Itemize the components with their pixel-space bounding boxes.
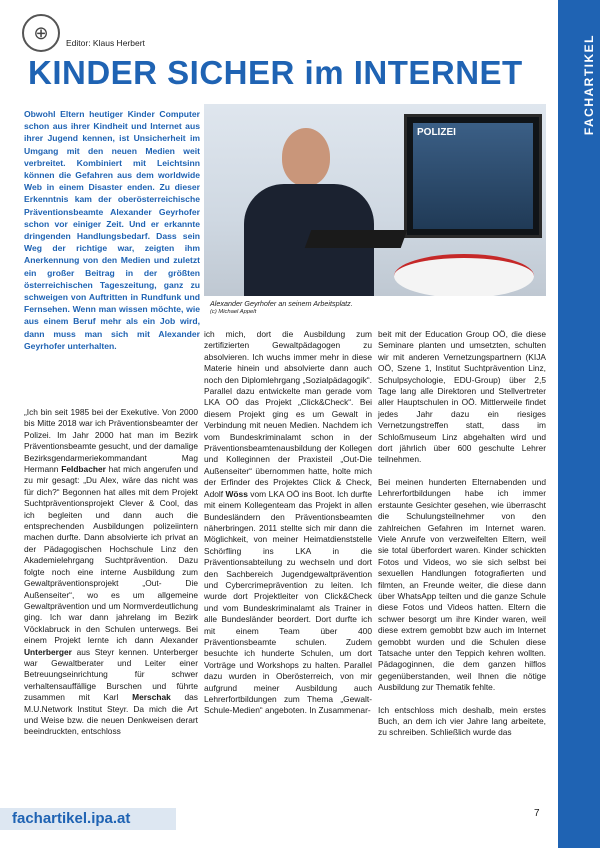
paragraph [24,407,198,738]
paragraph: beit mit der Education Group OÖ, die diese Seminare planten und umsetzten, schulten wir mit anderen Vernetzungspartnern (KIJA OÖ, Szene 1, Institut Suchtprävention Linz, Schulpsychologie, EDU-Group) über 2,5 Tage lang alle Direktoren und Stellvertreter aller Hauptschulen in OÖ. Mittlerweile findet jedes Jahr dazu ein riesiges Vernetzungstreffen statt, dass im Schloßmuseum Linz abgehalten wird und dort jährlich über 600 geschulte Lehrer teilnehmen. [378,329,546,465]
text-run: ich mich, dort die Ausbildung zum zertifizierten Gewaltpädagogen zu absolvieren. Ich wuchs immer mehr in diese Materie hinein und absolvierte dann auch noch den Diplomlehrgang „Sozialpädagogik“. Parallel dazu entwickelte man gerade vom LKA OÖ das Projekt „Click&Check“. Bei diesem Projekt ging es um Gewalt in Verbindung mit neuen Medien. Nachdem ich vom Bundeskriminalamt schon in der Präventionsbeamtenausbildung der Kollegen und Kolleginnen der Praxisteil „Out-Die Außenseiter“ übernommen hatte, holte mich der Erfinder des Projektes Click & Check, Adolf [204,329,372,499]
side-band [558,0,600,848]
police-cap-image [394,254,534,296]
text-run: aus Steyr kennen. Unterberger war Gewaltberater und Leiter einer Betreuungseinrichtung für schwer verhaltensauffällige Burschen und führte zusammen mit Karl [24,646,198,703]
article-title: KINDER SICHER im INTERNET [28,54,523,91]
article-photo [204,104,546,296]
name-bold: Unterberger [24,646,72,657]
name-bold: Merschak [132,692,171,703]
name-bold: Feldbacher [61,464,106,475]
name-bold: Wöss [225,488,248,499]
text-run: das M.U.Network Institut Steyr. Da mich die Art und Weise bzw. die neuen Denkweisen derart beeindruckten, entschloss [24,692,198,737]
monitor-screen-text: POLIZEI [413,123,533,229]
caption-text: Alexander Geyrhofer an seinem Arbeitsplatz. [210,299,353,308]
section-label: FACHARTIKEL [582,34,596,136]
photo-caption [210,299,353,317]
footer-url-link[interactable]: fachartikel.ipa.at [12,810,131,827]
officer-figure [244,124,374,296]
body-column-2 [204,329,372,728]
lead-paragraph: Obwohl Eltern heutiger Kinder Computer schon aus ihrer Kindheit und Internet aus ihrer Jugend kennen, ist Unsicherheit im Umgang mit den neuen Medien weit verbreitet. Kombiniert mit Leichtsinn können die Gefahren aus dem worldwide Web in einem Disaster enden. Zu dieser Erkenntnis kam der oberösterreichische Präventionsbeamte Alexander Geyrhofer schon vor einiger Zeit. Und er erkannte dringenden Handlungsbedarf. Dass sein Weg der richtige war, zeigten ihm Anerkennung von den Medien und zuletzt ein großer Beitrag in der größten österreichischen Tageszeitung, ganz zu schweigen von Auftritten in Rundfunk und Fernsehen. Wenn man wissen möchte, wie aus einem Beruf mehr als ein Job wird, dann muss man sich mit Alexander Geyrhofer unterhalten. [24,109,200,351]
text-run: „Ich bin seit 1985 bei der Exekutive. Von 2000 bis Mitte 2018 war ich Präventionsbeamter der Polizei. Im Jahr 2000 hat man im Bezirk Präventionsbeamte gesucht, und der damalige Bezirksgendarmeriekommandant Mag Hermann [24,407,198,475]
monitor-image [404,114,542,238]
keyboard-image [305,230,408,248]
body-column-1 [24,407,198,749]
body-column-3 [378,329,546,750]
page-number: 7 [534,808,540,819]
paragraph: Ich entschloss mich deshalb, mein erstes Buch, an dem ich vier Jahre lang arbeitete, zu schreiben. Schließlich wurde das [378,704,546,738]
paragraph: Bei meinen hunderten Elternabenden und Lehrerfortbildungen habe ich immer erstaunte Gesichter gesehen, wie überrascht die Schulungsteilnehmer von den zahlreichen Gefahren im Internet waren. Viele Anrufe von verzweifelten Eltern, weil sie total überfordert waren. Kinder schickten Fotos und Videos, wo sie sich selbst bei sexuellen Handlungen fotografierten und filmten, an Freunde weiter, die diese dann über WhatsApp teilten und die ganze Schule diese Fotos und Videos hatten. Eltern die schwer besorgt um ihre Kinder waren, weil diese extrem gemobbt bzw auch im Internet gemobbt wurden und die Schulen diese Tatsache unter den Teppich kehren wollten. Pädagoginnen, die dem ganzen hilflos gegenüberstanden, weil Ihnen die nötige Ausbildung zur Thematik fehlte. [378,476,546,693]
ipa-globe-logo-icon: ⊕ [22,14,60,52]
editor-line: Editor: Klaus Herbert [66,38,145,48]
text-run: hat mich angerufen und zu mir gesagt: „Du Alex, wäre das nicht was für dich?“ Begonnen hat alles mit dem Projekt Suchtpräventionsprojekt Clever & Cool, das ich begleiten und dann auch die entsprechenden Ausbildungen polizeiintern machen durfte. Dann absolvierte ich privat an der Pädagogischen Hochschule Linz den Akademielehrgang Suchtprävention. Dazu folgte noch eine interne Ausbildung zum Gewaltpräventionsprojekt „Out- Die Außenseiter“, wo es um allgemeine Gewaltprävention und um Normverdeutlichung ging. Ich war dann jahrelang im Bezirk Vöcklabruck in den Schulen unterwegs. Bei einem Projekt lernte ich dann Alexander [24,464,198,646]
paragraph [204,329,372,717]
text-run: vom LKA OÖ ins Boot. Ich durfte mit einem Kollegenteam das Projekt in allen Bundesländern den Präventionsbeamten näherbringen. 2011 stellte sich mir dann die Möglichkeit, von meiner Heimatdienststelle Schörfling ins LKA in die Präventionsabteilung zu wechseln und dort den Sachbereich Jugendgewaltprävention und Cybercrimeprävention zu leiten. Ich wurde dort Projektleiter von Click&Check und vom Bundeskriminalamt als Trainer in alle Bundesländer beordert. Dort durfte ich mit einem Team über 400 Präventionsbeamte schulen. Zudem besuchte ich hunderte Schulen, um dort Vorträge und Workshops zu halten. Parallel dazu wurden in Oberösterreich, von mir aufgrund meiner Ausbildung auch Lehrerfortbildungen zum Thema „Gewalt-Schule-Medien“ angeboten. In Zusammenar- [204,488,372,716]
photo-credit: (c) Michael Appelt [210,309,257,315]
officer-head [282,128,330,186]
